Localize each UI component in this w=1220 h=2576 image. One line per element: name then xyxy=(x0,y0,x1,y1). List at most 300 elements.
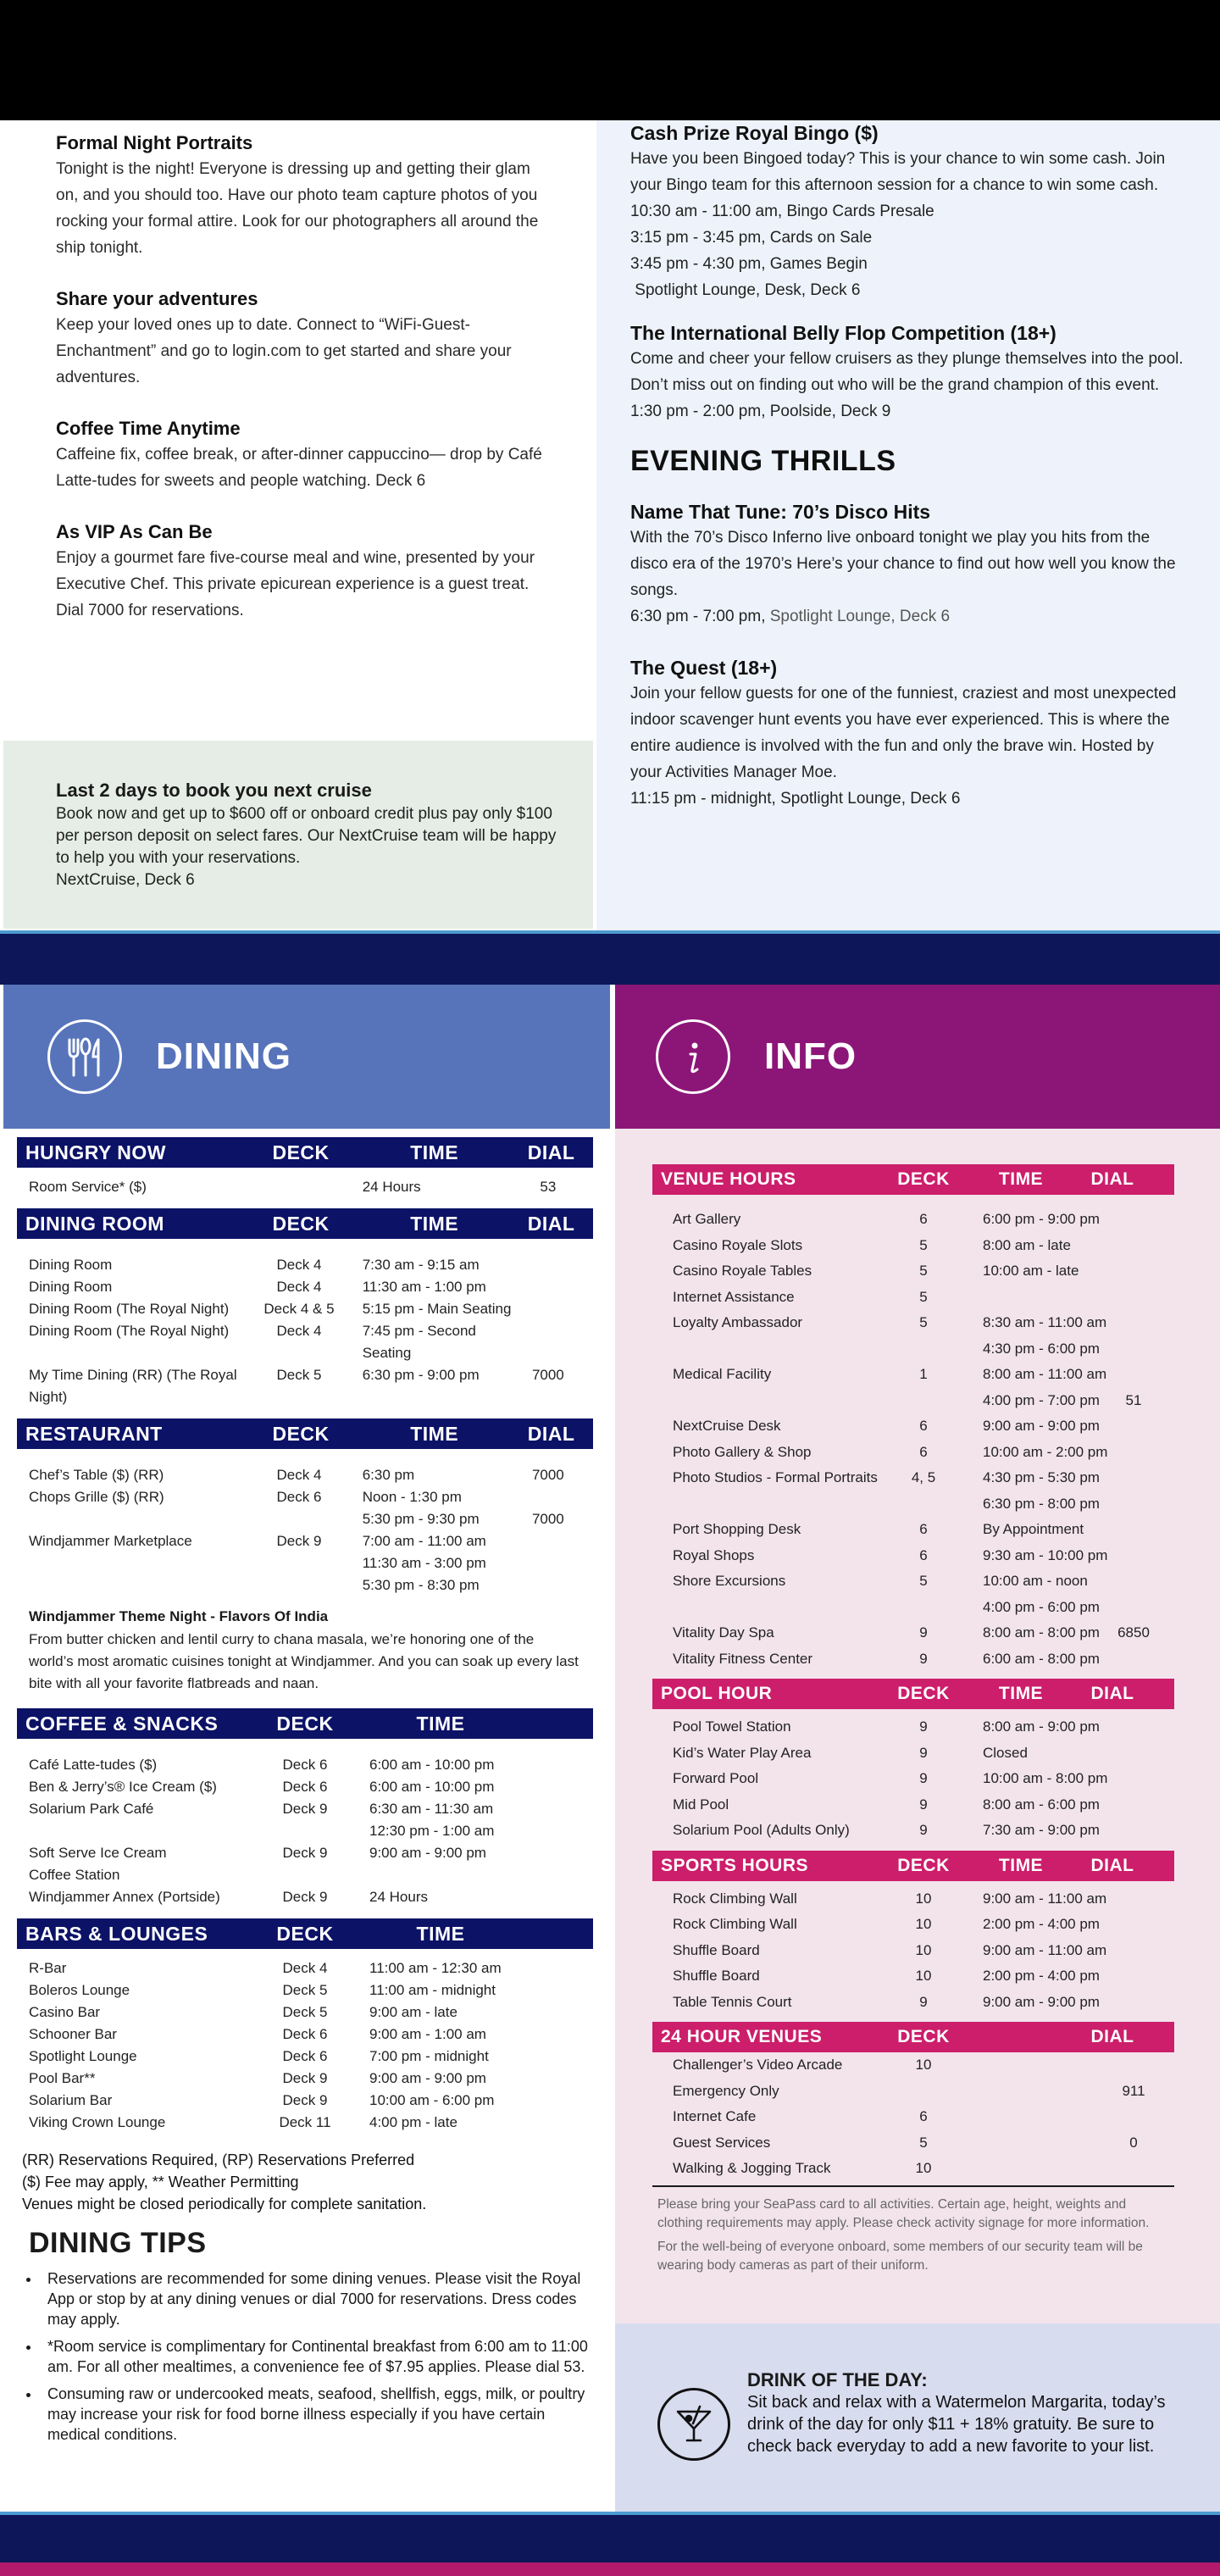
table-cell: 6:00 am - 10:00 pm xyxy=(369,1779,495,1795)
table-row xyxy=(17,1298,593,1320)
table-cell: Café Latte-tudes ($) xyxy=(29,1757,158,1773)
schedule-line xyxy=(630,603,1186,630)
info-divider xyxy=(652,2185,1174,2187)
col-time: TIME xyxy=(416,1922,465,1945)
tip-item: • *Room service is complimentary for Continental breakfast from 6:00 am to 11:00 am. For all other mealtimes, a convenience fee of $7.95 applies. Please dial 53. xyxy=(41,2336,593,2377)
table-cell: 9 xyxy=(919,1718,928,1735)
table-cell: 4:00 pm - late xyxy=(369,2114,458,2130)
table-cell: Deck 4 & 5 xyxy=(263,1301,335,1317)
coffee-time-block xyxy=(56,416,546,494)
table-cell: 6:00 am - 10:00 pm xyxy=(369,1757,495,1773)
table-cell xyxy=(515,1552,581,1574)
table-cell: Pool Towel Station xyxy=(673,1718,791,1735)
table-row xyxy=(652,1310,1174,1336)
table-cell: Challenger’s Video Arcade xyxy=(673,2057,843,2073)
col-name: COFFEE & SNACKS xyxy=(25,1712,219,1735)
table-row xyxy=(652,1207,1174,1233)
time-text: 6:30 pm - 7:00 pm, xyxy=(630,608,766,625)
table-cell: Dining Room (The Royal Night) xyxy=(29,1301,230,1317)
block-body: Tonight is the night! Everyone is dressing up and getting their glam on, and you should too. Have our photo team capture photos of you rocking your formal attire. Look for our photographers all around the ship tonight. xyxy=(56,160,539,257)
table-cell: 10 xyxy=(915,1968,932,1984)
utensils-icon xyxy=(47,1019,122,1094)
table-row xyxy=(17,1364,593,1408)
table-cell: 6 xyxy=(919,1546,928,1563)
table-cell: Windjammer Annex (Portside) xyxy=(29,1889,220,1905)
table-cell: 10 xyxy=(915,1890,932,1907)
table-row xyxy=(17,2046,593,2068)
table-header xyxy=(17,1708,593,1739)
table-cell: My Time Dining (RR) (The Royal Night) xyxy=(29,1367,237,1405)
table-cell: 9:00 am - 9:00 pm xyxy=(983,1993,1100,2010)
info-title: INFO xyxy=(764,1035,857,1077)
table-cell xyxy=(1108,1440,1159,1466)
block-body: Keep your loved ones up to date. Connect to “WiFi-Guest-Enchantment” and go to login.com to get started and share your adventures. xyxy=(56,316,512,386)
block-body: Have you been Bingoed today? This is your chance to win some cash. Join your Bingo team for this afternoon session for a chance to win some cash. xyxy=(630,150,1166,194)
col-time: TIME xyxy=(416,1712,465,1735)
table-cell xyxy=(515,1298,581,1320)
table-cell: Table Tennis Court xyxy=(673,1993,792,2010)
24-hour-venues-table xyxy=(652,2022,1174,2182)
table-cell: Art Gallery xyxy=(673,1211,741,1227)
block-title: The Quest (18+) xyxy=(630,657,778,679)
table-cell xyxy=(1108,1362,1159,1388)
table-rows xyxy=(652,1709,1174,1844)
table-cell: 10 xyxy=(915,1941,932,1958)
table-row xyxy=(17,2112,593,2134)
formal-portraits-block xyxy=(56,130,546,261)
table-row xyxy=(652,1620,1174,1646)
col-deck: DECK xyxy=(272,1212,330,1235)
col-dial: DIAL xyxy=(1090,2027,1134,2046)
table-cell: Chops Grille ($) (RR) xyxy=(29,1489,164,1505)
table-cell xyxy=(1108,1233,1159,1259)
table-row xyxy=(652,1362,1174,1388)
table-cell xyxy=(673,1336,890,1363)
table-row xyxy=(17,1276,593,1298)
table-cell xyxy=(515,1574,581,1596)
col-dial: DIAL xyxy=(527,1141,575,1163)
block-title: Formal Night Portraits xyxy=(56,132,253,153)
table-cell: 5 xyxy=(919,2134,928,2151)
col-name: DINING ROOM xyxy=(25,1212,164,1235)
table-cell: 9:00 am - late xyxy=(369,2004,458,2020)
table-cell: 7000 xyxy=(531,1511,564,1527)
table-cell: 10:00 am - late xyxy=(983,1263,1079,1279)
block-title: Coffee Time Anytime xyxy=(56,418,241,439)
table-cell: Guest Services xyxy=(673,2134,771,2151)
table-cell: Dining Room (The Royal Night) xyxy=(29,1323,230,1339)
table-row xyxy=(17,1820,593,1842)
table-cell xyxy=(1108,1517,1159,1543)
table-cell xyxy=(254,1820,356,1842)
table-cell: Soft Serve Ice Cream xyxy=(29,1845,167,1861)
table-cell xyxy=(673,1595,890,1621)
table-cell: 6:30 pm xyxy=(362,1467,415,1483)
dining-tips-list xyxy=(17,2268,593,2445)
table-cell: 5 xyxy=(919,1288,928,1305)
table-cell xyxy=(890,1595,957,1621)
table-cell: Deck 9 xyxy=(276,1533,322,1549)
table-row xyxy=(17,2001,593,2024)
table-cell: 911 xyxy=(1122,2082,1145,2099)
table-cell: Closed xyxy=(983,1744,1028,1761)
table-cell: Spotlight Lounge xyxy=(29,2048,137,2064)
table-cell xyxy=(1108,1912,1159,1938)
table-cell: Windjammer Marketplace xyxy=(29,1533,192,1549)
table-row xyxy=(652,2130,1174,2157)
table-cell: 7:00 pm - midnight xyxy=(369,2048,489,2064)
table-cell: Deck 6 xyxy=(282,1779,328,1795)
table-row xyxy=(652,1646,1174,1673)
table-cell xyxy=(29,1820,254,1842)
table-row xyxy=(17,1798,593,1820)
table-cell: Dining Room xyxy=(29,1257,113,1273)
table-cell: 2:00 pm - 4:00 pm xyxy=(983,1916,1100,1932)
table-cell: Solarium Pool (Adults Only) xyxy=(673,1822,850,1838)
table-cell: 4:30 pm - 5:30 pm xyxy=(983,1469,1100,1485)
table-cell: Deck 9 xyxy=(282,2070,328,2086)
table-row xyxy=(652,1963,1174,1990)
table-cell: 9:00 am - 1:00 am xyxy=(369,2026,486,2042)
table-cell: Photo Studios - Formal Portraits xyxy=(673,1469,878,1485)
promo-location: NextCruise, Deck 6 xyxy=(56,871,195,889)
table-cell: 12:30 pm - 1:00 am xyxy=(369,1823,495,1839)
table-cell xyxy=(1108,1990,1159,2016)
table-cell: Room Service* ($) xyxy=(29,1179,147,1195)
table-cell: 6 xyxy=(919,1418,928,1434)
table-cell: Deck 4 xyxy=(282,1960,328,1976)
table-cell: 6:30 am - 11:30 am xyxy=(369,1801,494,1817)
table-row xyxy=(17,1254,593,1276)
table-row xyxy=(652,1440,1174,1466)
table-cell: Photo Gallery & Shop xyxy=(673,1443,812,1460)
table-cell: 8:00 am - late xyxy=(983,1236,1071,1253)
table-cell: Internet Cafe xyxy=(673,2108,757,2124)
restaurant-table xyxy=(17,1418,593,1596)
dining-header xyxy=(3,985,610,1129)
table-cell: 2:00 pm - 4:00 pm xyxy=(983,1968,1100,1984)
table-row xyxy=(17,1754,593,1776)
col-deck: DECK xyxy=(897,1684,950,1703)
schedule-line: 10:30 am - 11:00 am, Bingo Cards Presale xyxy=(630,203,934,220)
table-cell: Vitality Day Spa xyxy=(673,1624,774,1641)
table-cell xyxy=(890,1388,957,1414)
drink-text xyxy=(747,2369,1186,2512)
table-cell xyxy=(957,2052,1108,2079)
table-row xyxy=(17,1176,593,1198)
table-row xyxy=(17,1486,593,1508)
table-cell xyxy=(515,1254,581,1276)
table-cell: 9:00 am - 9:00 pm xyxy=(983,1418,1100,1434)
info-icon xyxy=(656,1019,730,1094)
table-row xyxy=(652,1465,1174,1491)
block-body: Come and cheer your fellow cruisers as they plunge themselves into the pool. Don’t miss out on finding out who will be the grand champion of this event. xyxy=(630,350,1184,394)
table-row xyxy=(17,1530,593,1552)
schedule-line: Spotlight Lounge, Desk, Deck 6 xyxy=(630,281,861,299)
vip-block xyxy=(56,519,546,624)
share-adventures-block xyxy=(56,286,546,391)
table-cell: NextCruise Desk xyxy=(673,1418,781,1434)
table-row xyxy=(652,2052,1174,2079)
table-cell xyxy=(254,1864,356,1886)
table-cell: 9:00 am - 11:00 am xyxy=(983,1890,1107,1907)
venue-hours-table xyxy=(652,1164,1174,1672)
table-header xyxy=(17,1418,593,1449)
table-cell xyxy=(515,1320,581,1364)
table-rows xyxy=(17,1739,593,1908)
col-name: SPORTS HOURS xyxy=(661,1855,809,1875)
table-cell: 24 Hours xyxy=(362,1179,421,1195)
table-row xyxy=(17,1552,593,1574)
col-time: TIME xyxy=(410,1212,459,1235)
table-cell xyxy=(1108,1258,1159,1285)
table-row xyxy=(17,2024,593,2046)
col-time: TIME xyxy=(998,1684,1044,1703)
cocktail-glass-icon xyxy=(657,2388,730,2461)
table-row xyxy=(17,1574,593,1596)
table-cell: Viking Crown Lounge xyxy=(29,2114,166,2130)
col-time: TIME xyxy=(998,1855,1044,1875)
table-cell xyxy=(249,1552,348,1574)
table-cell: 9:00 am - 9:00 pm xyxy=(369,1845,486,1861)
table-cell: Vitality Fitness Center xyxy=(673,1650,813,1667)
tip-item: • Consuming raw or undercooked meats, seafood, shellfish, eggs, milk, or poultry may increase your risk for food borne illness especially if you have certain medical conditions. xyxy=(41,2384,593,2445)
promo-body: Book now and get up to $600 off or onboard credit plus pay only $100 per person deposit on select fares. Our NextCruise team will be happy to help you with your reservations. xyxy=(56,805,557,867)
table-cell: Coffee Station xyxy=(29,1867,120,1883)
table-cell: 11:30 am - 3:00 pm xyxy=(362,1555,486,1571)
table-cell: Schooner Bar xyxy=(29,2026,117,2042)
table-row xyxy=(652,2156,1174,2182)
hungry-now-table xyxy=(17,1137,593,1198)
table-row xyxy=(17,1508,593,1530)
pool-hours-table xyxy=(652,1679,1174,1844)
sports-hours-table xyxy=(652,1851,1174,2016)
table-cell: 0 xyxy=(1129,2134,1138,2151)
table-cell: 7:30 am - 9:00 pm xyxy=(983,1822,1100,1838)
bars-lounges-table xyxy=(17,1918,593,2134)
table-header xyxy=(652,2022,1174,2052)
schedule-line: 3:45 pm - 4:30 pm, Games Begin xyxy=(630,255,868,273)
table-cell xyxy=(29,1552,249,1574)
drink-body: Sit back and relax with a Watermelon Margarita, today’s drink of the day for only $11 + 18% gratuity. Be sure to check back everyday to add a new favorite to your list. xyxy=(747,2393,1166,2456)
table-cell: By Appointment xyxy=(983,1521,1084,1537)
table-row xyxy=(652,1792,1174,1818)
table-cell xyxy=(1108,1413,1159,1440)
table-cell xyxy=(249,1176,348,1198)
table-rows xyxy=(17,1449,593,1596)
table-cell: 9 xyxy=(919,1822,928,1838)
table-cell: 11:30 am - 1:00 pm xyxy=(362,1279,486,1295)
table-row xyxy=(652,1990,1174,2016)
table-row xyxy=(652,1886,1174,1913)
dining-title: DINING xyxy=(156,1035,291,1077)
table-cell xyxy=(957,2156,1108,2182)
table-cell xyxy=(356,1864,525,1886)
table-cell xyxy=(1108,2104,1159,2130)
table-row xyxy=(652,1818,1174,1844)
table-row xyxy=(652,1413,1174,1440)
table-cell: 5 xyxy=(919,1263,928,1279)
table-cell xyxy=(890,1336,957,1363)
col-dial: DIAL xyxy=(1090,1855,1134,1875)
table-cell: Deck 11 xyxy=(279,2114,331,2130)
table-cell: 6 xyxy=(919,2108,928,2124)
table-cell: 1 xyxy=(919,1366,928,1382)
table-cell: 4:30 pm - 6:00 pm xyxy=(983,1340,1100,1357)
schedule-line: 11:15 pm - midnight, Spotlight Lounge, Deck 6 xyxy=(630,790,961,808)
table-cell: 11:00 am - midnight xyxy=(369,1982,496,1998)
table-cell xyxy=(1108,1465,1159,1491)
table-cell xyxy=(1108,1818,1159,1844)
table-cell: 7:00 am - 11:00 am xyxy=(362,1533,486,1549)
table-cell: Shuffle Board xyxy=(673,1941,760,1958)
col-name: HUNGRY NOW xyxy=(25,1141,166,1163)
table-row xyxy=(17,2090,593,2112)
table-cell: Port Shopping Desk xyxy=(673,1521,801,1537)
block-title: Cash Prize Royal Bingo ($) xyxy=(630,122,879,144)
table-rows xyxy=(652,1195,1174,1672)
info-header xyxy=(615,985,1220,1129)
tip-item: • Reservations are recommended for some dining venues. Please visit the Royal App or stop by at any dining venues or dial 7000 for reservations. Dress codes may apply. xyxy=(41,2268,593,2329)
footnote: ($) Fee may apply, ** Weather Permitting xyxy=(22,2174,299,2190)
table-rows xyxy=(17,1239,593,1408)
table-rows xyxy=(17,1168,593,1198)
col-name: POOL HOUR xyxy=(661,1684,773,1703)
table-header xyxy=(652,1679,1174,1709)
table-cell: R-Bar xyxy=(29,1960,67,1976)
right-top-column xyxy=(596,120,1220,930)
table-cell: Deck 5 xyxy=(282,1982,328,1998)
table-cell: 5 xyxy=(919,1236,928,1253)
table-cell: Deck 4 xyxy=(276,1257,322,1273)
table-cell: Casino Royale Tables xyxy=(673,1263,812,1279)
table-cell xyxy=(1108,1646,1159,1673)
table-cell xyxy=(1108,2052,1159,2079)
table-row xyxy=(652,1336,1174,1363)
table-cell: 9 xyxy=(919,1770,928,1786)
table-cell: 6 xyxy=(919,1521,928,1537)
drink-of-the-day xyxy=(615,2323,1220,2512)
table-cell: 6:00 am - 8:00 pm xyxy=(983,1650,1100,1667)
table-cell: 5 xyxy=(919,1314,928,1330)
table-cell xyxy=(1108,1886,1159,1913)
dining-footnotes xyxy=(17,2144,593,2215)
table-cell: 5:30 pm - 8:30 pm xyxy=(362,1577,480,1593)
table-cell: 10 xyxy=(915,1916,932,1932)
table-rows xyxy=(652,1881,1174,2016)
table-cell: 8:30 am - 11:00 am xyxy=(983,1314,1107,1330)
table-row xyxy=(652,1233,1174,1259)
table-cell xyxy=(957,2079,1108,2105)
table-cell xyxy=(1108,1568,1159,1595)
table-cell: Shuffle Board xyxy=(673,1968,760,1984)
table-cell xyxy=(1108,1310,1159,1336)
table-cell: Deck 5 xyxy=(282,2004,328,2020)
table-row xyxy=(17,1842,593,1864)
table-cell: Rock Climbing Wall xyxy=(673,1890,797,1907)
table-cell xyxy=(957,2104,1108,2130)
drink-title: DRINK OF THE DAY: xyxy=(747,2369,928,2390)
table-cell: 10:00 am - noon xyxy=(983,1573,1088,1589)
table-row xyxy=(652,1595,1174,1621)
col-dial: DIAL xyxy=(1090,1169,1134,1189)
belly-flop-block xyxy=(630,320,1186,425)
table-cell: 6:30 pm - 8:00 pm xyxy=(983,1495,1100,1512)
table-cell: 24 Hours xyxy=(369,1889,428,1905)
table-row xyxy=(652,1388,1174,1414)
coffee-snacks-table xyxy=(17,1708,593,1908)
promo-title: Last 2 days to book you next cruise xyxy=(56,780,372,801)
col-deck: DECK xyxy=(276,1922,334,1945)
table-cell xyxy=(890,1491,957,1518)
table-cell: 11:00 am - 12:30 am xyxy=(369,1960,502,1976)
table-cell: 8:00 am - 11:00 am xyxy=(983,1366,1107,1382)
bingo-block xyxy=(630,120,1186,303)
table-cell xyxy=(1108,1595,1159,1621)
table-cell xyxy=(515,1530,581,1552)
table-cell: Deck 5 xyxy=(276,1367,322,1383)
evening-thrills-heading: EVENING THRILLS xyxy=(630,445,896,477)
table-header xyxy=(17,1918,593,1949)
table-cell xyxy=(1108,1207,1159,1233)
table-row xyxy=(17,1957,593,1979)
table-cell: 7000 xyxy=(531,1467,564,1483)
table-cell: 9:30 am - 10:00 pm xyxy=(983,1546,1108,1563)
table-cell xyxy=(249,1574,348,1596)
table-cell xyxy=(1108,1740,1159,1767)
table-cell: 9 xyxy=(919,1796,928,1813)
table-cell: 51 xyxy=(1125,1391,1142,1408)
table-cell: 5:30 pm - 9:30 pm xyxy=(362,1511,480,1527)
block-body: Join your fellow guests for one of the funniest, craziest and most unexpected indoor scavenger hunt events you have ever experienced. This is where the entire audience is involved with the fun and only the brave win. Hosted by your Activities Manager Moe. xyxy=(630,685,1177,781)
col-name: 24 HOUR VENUES xyxy=(661,2027,823,2046)
table-row xyxy=(652,1491,1174,1518)
table-row xyxy=(652,1517,1174,1543)
block-body: Caffeine fix, coffee break, or after-dinner cappuccino— drop by Café Latte-tudes for sweets and people watching. Deck 6 xyxy=(56,446,542,490)
info-note: Please bring your SeaPass card to all activities. Certain age, height, weights and clothing requirements may apply. Please check activity signage for more information. xyxy=(657,2196,1150,2230)
table-cell: Casino Royale Slots xyxy=(673,1236,803,1253)
table-cell xyxy=(1108,2156,1159,2182)
table-cell: Ben & Jerry’s® Ice Cream ($) xyxy=(29,1779,217,1795)
col-deck: DECK xyxy=(897,1169,950,1189)
footnote: (RR) Reservations Required, (RP) Reservations Preferred xyxy=(22,2151,415,2168)
table-cell: 9 xyxy=(919,1744,928,1761)
table-cell: 6 xyxy=(919,1443,928,1460)
table-cell: 7:30 am - 9:15 am xyxy=(362,1257,480,1273)
table-cell xyxy=(515,1486,581,1508)
table-cell: Loyalty Ambassador xyxy=(673,1314,803,1330)
col-deck: DECK xyxy=(272,1141,330,1163)
table-cell: Solarium Bar xyxy=(29,2092,113,2108)
table-cell: Walking & Jogging Track xyxy=(673,2160,831,2176)
table-row xyxy=(17,2068,593,2090)
dining-room-table xyxy=(17,1208,593,1408)
col-time: TIME xyxy=(998,1169,1044,1189)
col-name: VENUE HOURS xyxy=(661,1169,796,1189)
table-cell xyxy=(673,1491,890,1518)
table-header xyxy=(652,1851,1174,1881)
table-cell: Chef’s Table ($) (RR) xyxy=(29,1467,164,1483)
table-cell: 6:30 pm - 9:00 pm xyxy=(362,1367,480,1383)
table-cell xyxy=(673,1388,890,1414)
table-cell: 10:00 am - 6:00 pm xyxy=(369,2092,495,2108)
table-header xyxy=(652,1164,1174,1195)
table-row xyxy=(17,1886,593,1908)
info-body xyxy=(615,1129,1220,2323)
table-cell xyxy=(1108,1336,1159,1363)
table-cell xyxy=(1108,1766,1159,1792)
table-cell: Deck 9 xyxy=(282,1889,328,1905)
